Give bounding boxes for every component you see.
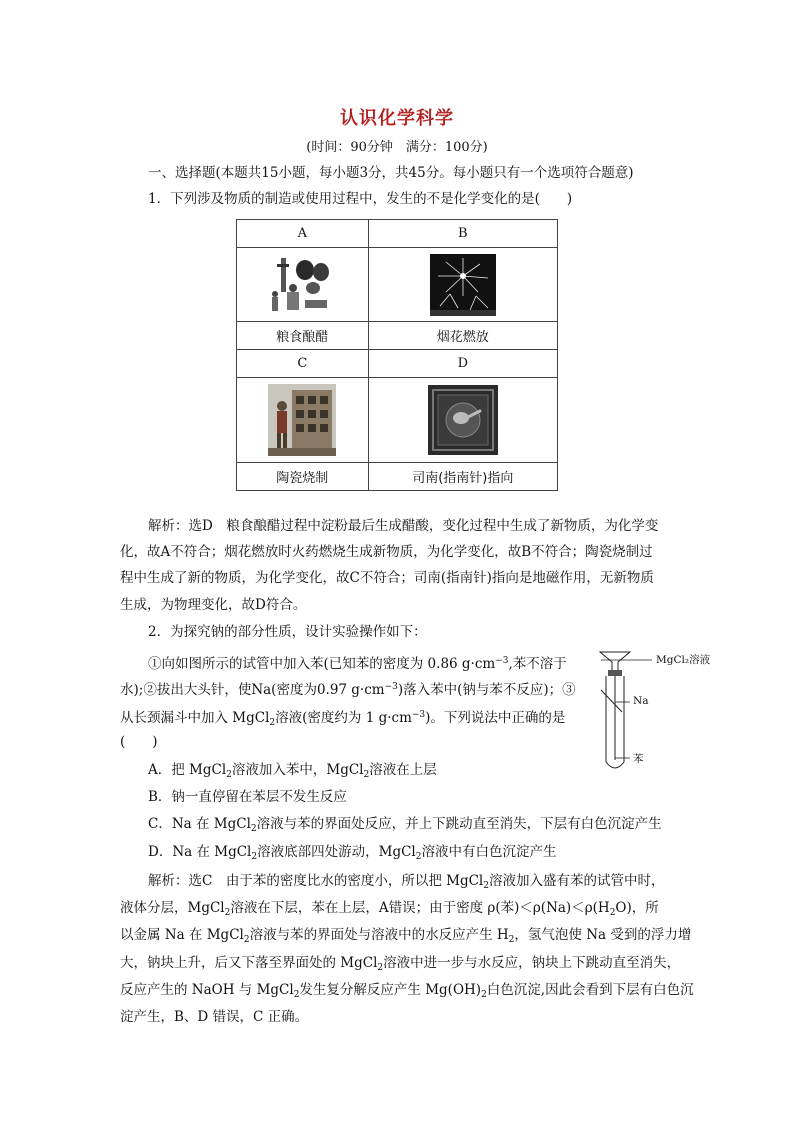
option-d-image-cell <box>368 378 557 463</box>
option-a-image-cell <box>237 248 369 322</box>
test-tube-diagram <box>596 650 736 775</box>
question-1-options-table <box>236 219 558 491</box>
q2-answer-blank: ( ) <box>120 734 158 750</box>
q2-step-line-1: ①向如图所示的试管中加入苯(已知苯的密度为 0.86 $g\cdot cm^{-3}$,苯不溶于 <box>148 656 567 672</box>
option-b-label: B <box>368 220 557 248</box>
option-a-caption: 粮食酿醋 <box>237 322 369 350</box>
q2-option-a: A．把 MgCl$_2$溶液加入苯中，MgCl$_2$溶液在上层 <box>148 762 437 780</box>
q2-option-c: C．Na 在 MgCl$_2$溶液与苯的界面处反应，并上下跳动直至消失，下层有白色沉淀产生 <box>148 816 662 834</box>
pottery-kiln-image <box>268 384 336 456</box>
apparatus-label-na: Na <box>633 695 649 707</box>
apparatus-label-mgcl2: MgCl₂溶液 <box>656 654 711 666</box>
option-d-caption: 司南(指南针)指向 <box>368 463 557 491</box>
q2-option-d: D．Na 在 MgCl$_2$溶液底部四处游动，MgCl$_2$溶液中有白色沉淀产生 <box>148 844 557 862</box>
q1-explanation-line-1: 解析：选D 粮食酿醋过程中淀粉最后生成醋酸，变化过程中生成了新物质，为化学变 <box>148 518 659 534</box>
q2-step-line-3: 从长颈漏斗中加入 MgCl$_2$溶液(密度约为 1 $g\cdot cm^{-3}$)。下列说法中正确的是 <box>120 710 566 728</box>
q2-explanation-line-2: 液体分层，MgCl$_2$溶液在下层，苯在上层，A错误；由于密度 ρ(苯)$<\rho(Na)<\rho(H_2O)$，所 <box>120 900 659 918</box>
section-heading: 一、选择题(本题共15小题，每小题3分，共45分。每小题只有一个选项符合题意) <box>148 165 634 181</box>
option-d-label: D <box>368 350 557 378</box>
page-subtitle: (时间：90分钟 满分：100分) <box>306 140 488 155</box>
question-1-stem: 1．下列涉及物质的制造或使用过程中，发生的不是化学变化的是( ) <box>148 191 573 207</box>
apparatus-label-benzene: 苯 <box>633 753 644 765</box>
q1-explanation-line-4: 生成，为物理变化，故D符合。 <box>120 597 307 613</box>
q2-explanation-line-5: 反应产生的 NaOH 与 MgCl$_2$发生复分解反应产生 $Mg(OH)_2$白色沉淀,因此会看到下层有白色沉 <box>120 982 694 1000</box>
q2-step-line-2: 水);②拔出大头针，使Na(密度为0.97 $g\cdot cm^{-3}$)落入苯中(钠与苯不反应)；③ <box>120 682 576 698</box>
page-title: 认识化学科学 <box>340 108 454 129</box>
option-c-caption: 陶瓷烧制 <box>237 463 369 491</box>
q1-explanation-line-3: 程中生成了新的物质，为化学变化，故C不符合；司南(指南针)指向是地磁作用，无新物质 <box>120 570 654 586</box>
test-tube-apparatus <box>596 650 736 775</box>
option-c-image-cell <box>237 378 369 463</box>
fireworks-image <box>430 254 496 316</box>
option-b-image-cell <box>368 248 557 322</box>
sinan-compass-image <box>428 385 498 455</box>
q2-option-b: B．钠一直停留在苯层不发生反应 <box>148 789 347 805</box>
option-c-label: C <box>237 350 369 378</box>
q2-explanation-line-1: 解析：选C 由于苯的密度比水的密度小，所以把 MgCl$_2$溶液加入盛有苯的试管中时， <box>148 873 665 891</box>
q2-explanation-line-4: 大，钠块上升，后又下落至界面处的 MgCl$_2$溶液中进一步与水反应，钠块上下跳动直至消失， <box>120 955 681 973</box>
q2-explanation-line-3: 以金属 Na 在 MgCl$_2$溶液与苯的界面处与溶液中的水反应产生 $H_2$，氢气泡使 Na 受到的浮力增 <box>120 927 692 945</box>
q2-explanation-line-6: 淀产生，B、D 错误，C 正确。 <box>120 1009 309 1025</box>
option-a-label: A <box>237 220 369 248</box>
q1-explanation-line-2: 化，故A不符合；烟花燃放时火药燃烧生成新物质，为化学变化，故B不符合；陶瓷烧制过 <box>120 544 653 560</box>
question-2-stem: 2．为探究钠的部分性质，设计实验操作如下： <box>148 624 427 640</box>
option-b-caption: 烟花燃放 <box>368 322 557 350</box>
vinegar-brewing-image <box>267 254 337 316</box>
